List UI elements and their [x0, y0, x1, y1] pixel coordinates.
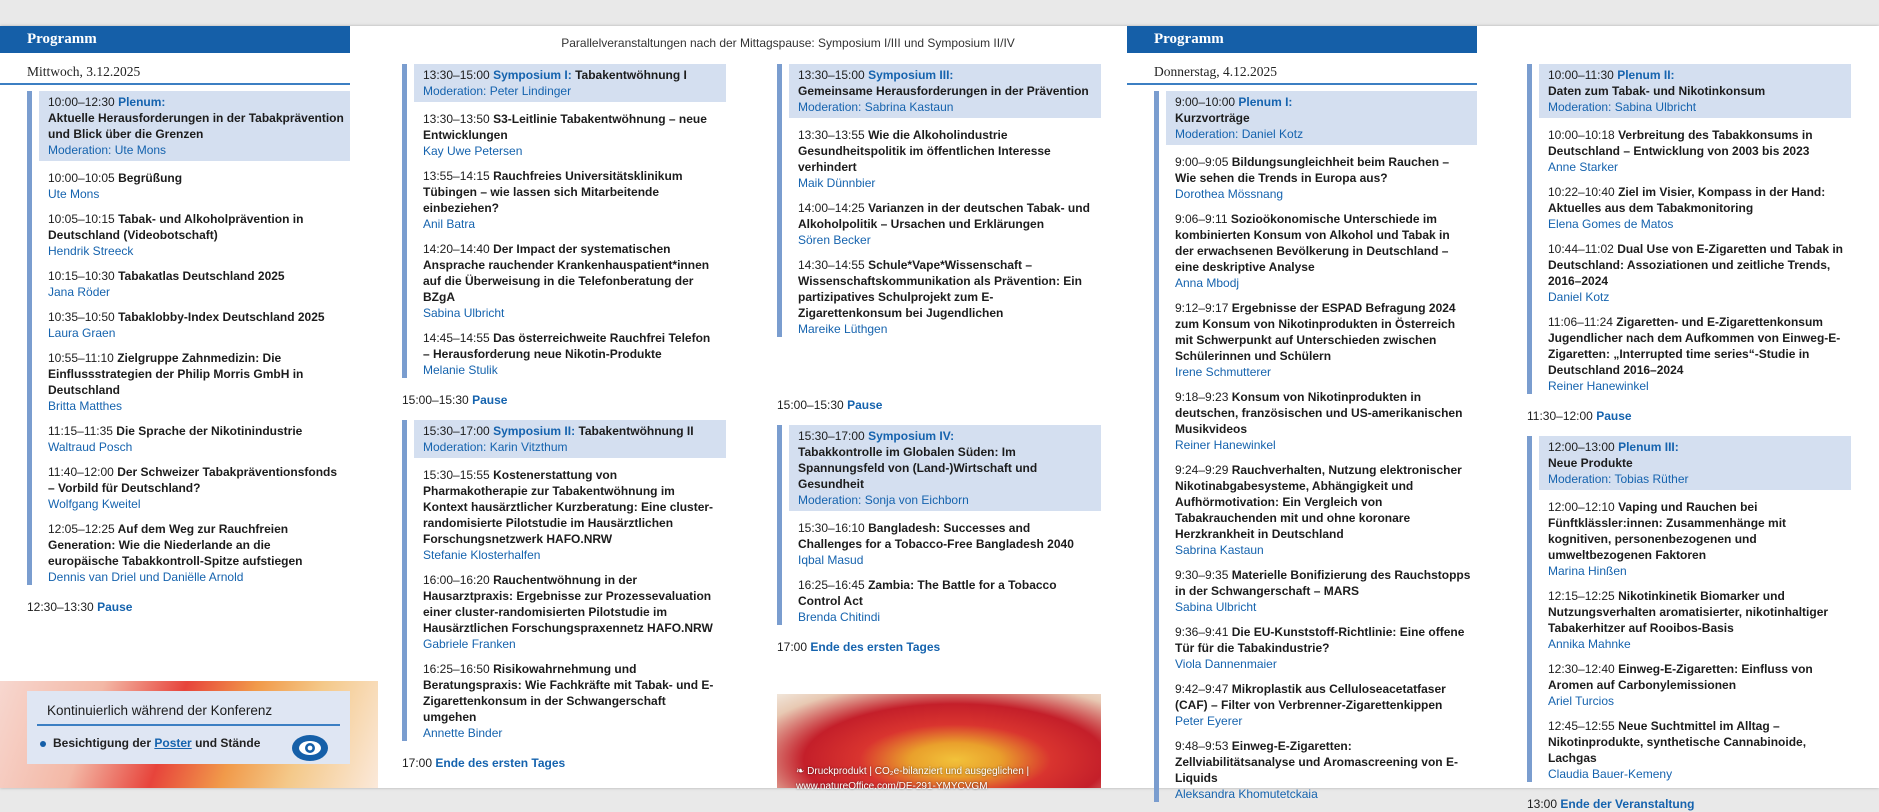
speaker: Annette Binder [423, 726, 503, 740]
speaker: Anne Starker [1548, 160, 1619, 174]
sym-column-1 [402, 64, 726, 771]
talk-item: 12:00–12:10 Vaping und Rauchen bei Fünftklässler:innen: Zusammenhänge mit kognitiven, personenbezogenen und umweltbezogenen Faktoren Marina Hinßen [1539, 490, 1851, 579]
speaker: Sabrina Kastaun [1175, 543, 1264, 557]
talk-item: 9:18–9:23 Konsum von Nikotinprodukten in deutschen, französischen und US-amerikanischen Musikvideos Reiner Hanewinkel [1166, 380, 1477, 453]
speaker: Elena Gomes de Matos [1548, 217, 1674, 231]
talk-item: 9:24–9:29 Rauchverhalten, Nutzung elektronischer Nikotinabgabesysteme, Abhängigkeit und Aufhörmotivation: Ein Vergleich von Tabakrauchenden mit und ohne koronare Herzkrankheit in Deutschland Sabrina Kastaun [1166, 453, 1477, 558]
speaker: Aleksandra Khomutetckaia [1175, 787, 1318, 801]
plenum-header: 10:00–12:30 Plenum: Aktuelle Herausforderungen in der Tabakprävention und Blick über die Grenzen Moderation: Ute Mons [39, 91, 350, 161]
symposium-header: 13:30–15:00 Symposium I: Tabakentwöhnung I Moderation: Peter Lindinger [414, 64, 726, 102]
speaker: Marina Hinßen [1548, 564, 1627, 578]
plenum-header: 12:00–13:00 Plenum III: Neue Produkte Moderation: Tobias Rüther [1539, 436, 1851, 490]
talk-item: 12:30–12:40 Einweg-E-Zigaretten: Einfluss von Aromen auf Carbonylemissionen Ariel Turcios [1539, 652, 1851, 709]
talk-item: 9:30–9:35 Materielle Bonifizierung des Rauchstopps in der Schwangerschaft – MARS Sabina Ulbricht [1175, 568, 1471, 614]
speaker: Sabina Ulbricht [423, 306, 505, 320]
talk-item: 10:55–11:10 Zielgruppe Zahnmedizin: Die Einflussstrategien der Philip Morris GmbH in Deutschland Britta Matthes [39, 341, 350, 414]
speaker: Reiner Hanewinkel [1548, 379, 1649, 393]
speaker: Viola Dannenmaier [1175, 657, 1277, 671]
talk-item: 10:05–10:15 Tabak- und Alkoholprävention in Deutschland (Videobotschaft) Hendrik Streeck [39, 202, 350, 259]
print-footnote: ❧ Druckprodukt | CO₂e-bilanziert und ausgeglichen | www.natureOffice.com/DE-291-YMYCVGM [796, 766, 1030, 792]
speaker: Gabriele Franken [423, 637, 516, 651]
talk-item: 14:30–14:55 Schule*Vape*Wissenschaft – Wissenschaftskommunikation als Prävention: Ein partizipatives Schulprojekt zum E-Zigarettenkonsum bei Jugendlichen Mareike Lüthgen [789, 248, 1101, 337]
speaker: Reiner Hanewinkel [1175, 438, 1276, 452]
talk-item: 13:30–13:50 S3-Leitlinie Tabakentwöhnung – neue Entwicklungen Kay Uwe Petersen [414, 102, 726, 159]
pause-row: 11:30–12:00 Pause [1527, 409, 1632, 423]
speaker: Stefanie Klosterhalfen [423, 548, 541, 562]
talk-item: 12:05–12:25 Auf dem Weg zur Rauchfreien Generation: Wie die Niederlande an die europäische Tabakkontroll-Spitze aufstiegen Dennis van Driel und Daniëlle Arnold [39, 512, 350, 585]
day1-plenum [27, 91, 350, 585]
symposium-header: 13:30–15:00 Symposium III: Gemeinsame Herausforderungen in der Prävention Moderation: Sabrina Kastaun [789, 64, 1101, 118]
speaker: Peter Eyerer [1175, 714, 1243, 728]
speaker: Jana Röder [48, 285, 111, 299]
day2-plenum [1154, 91, 1477, 802]
eye-icon [292, 735, 328, 761]
talk-item: 12:15–12:25 Nikotinkinetik Biomarker und Nutzungsverhalten aromatisierter, nikotinhaltiger Tabakerhitzer auf Rooibos-Basis Annika Mahnke [1539, 579, 1851, 652]
talk-item: 9:36–9:41 Die EU-Kunststoff-Richtlinie: Eine offene Tür für die Tabakindustrie? Viola Dannenmaier [1166, 615, 1477, 672]
leaf-icon: ❧ [796, 766, 805, 777]
speaker: Sören Becker [798, 233, 871, 247]
symposium-4 [777, 425, 1101, 625]
talk-item: 14:20–14:40 Der Impact der systematischen Ansprache rauchender Krankenhauspatient*innen auf die Überweisung in die Telefonberatung der BZgA Sabina Ulbricht [414, 232, 726, 321]
speaker: Ute Mons [48, 187, 100, 201]
day1-header: Programm [0, 26, 350, 53]
talk-item: 10:44–11:02 Dual Use von E-Zigaretten und Tabak in Deutschland: Assoziationen und zeitliche Trends, 2016–2024 Daniel Kotz [1548, 242, 1843, 304]
speaker: Britta Matthes [48, 399, 123, 413]
pause-row: 15:00–15:30 Pause [402, 393, 508, 407]
talk-item: 16:25–16:45 Zambia: The Battle for a Tobacco Control Act Brenda Chitindi [789, 568, 1101, 625]
symposium-header: 15:30–17:00 Symposium II: Tabakentwöhnung II Moderation: Karin Vitzthum [414, 420, 726, 458]
speaker: Kay Uwe Petersen [423, 144, 523, 158]
talk-item: 10:35–10:50 Tabaklobby-Index Deutschland 2025 Laura Graen [39, 300, 350, 341]
talk-item: 11:15–11:35 Die Sprache der Nikotinindustrie Waltraud Posch [39, 414, 350, 455]
talk-item: 11:06–11:24 Zigaretten- und E-Zigarettenkonsum Jugendlicher nach dem Aufkommen von Einweg-E-Zigaretten: „Interrupted time series“-Studie in Deutschland 2016–2024 Reiner Hanewinkel [1539, 305, 1851, 394]
speaker: Claudia Bauer-Kemeny [1548, 767, 1673, 781]
speaker: Brenda Chitindi [798, 610, 881, 624]
pause-row: 12:30–13:30 Pause [27, 600, 133, 614]
talk-item: 10:00–10:05 Begrüßung Ute Mons [39, 161, 350, 202]
speaker: Anil Batra [423, 217, 476, 231]
moderation: Moderation: Peter Lindinger [423, 84, 572, 98]
symposium-header: 15:30–17:00 Symposium IV: Tabakkontrolle im Globalen Süden: Im Spannungsfeld von (Land-)Wirtschaft und Gesundheit Moderation: Sonja von Eichborn [789, 425, 1101, 511]
moderation: Moderation: Ute Mons [48, 143, 167, 157]
talk-item: 9:06–9:11 Sozioökonomische Unterschiede im kombinierten Konsum von Alkohol und Tabak in der erwachsenen Bevölkerung in Deutschland – eine deskriptive Analyse Anna Mbodj [1166, 202, 1477, 291]
talk-item: 10:15–10:30 Tabakatlas Deutschland 2025 Jana Röder [39, 259, 350, 300]
speaker: Dennis van Driel und Daniëlle Arnold [48, 570, 244, 584]
day1-column [0, 26, 350, 615]
talk-item: 13:30–13:55 Wie die Alkoholindustrie Gesundheitspolitik im öffentlichen Interesse verhindert Maik Dünnbier [789, 118, 1101, 191]
symposium-3 [777, 64, 1101, 337]
day2-column [1127, 26, 1477, 802]
talk-item: 14:00–14:25 Varianzen in der deutschen Tabak- und Alkoholpolitik – Ursachen und Erklärungen Sören Becker [789, 191, 1101, 248]
talk-item: 13:55–14:15 Rauchfreies Universitätsklinikum Tübingen – wie lassen sich Mitarbeitende einbeziehen? Anil Batra [414, 159, 726, 232]
speaker: Hendrik Streeck [48, 244, 134, 258]
moderation: Moderation: Karin Vitzthum [423, 440, 568, 454]
speaker: Iqbal Masud [798, 553, 864, 567]
speaker: Sabina Ulbricht [1175, 600, 1257, 614]
speaker: Anna Mbodj [1175, 276, 1240, 290]
day2-header: Programm [1127, 26, 1477, 53]
moderation: Moderation: Tobias Rüther [1548, 472, 1689, 486]
moderation: Moderation: Sabrina Kastaun [798, 100, 954, 114]
plenum-3 [1527, 436, 1851, 782]
sym-column-2 [777, 64, 1101, 655]
talk-item: 10:00–10:18 Verbreitung des Tabakkonsums in Deutschland – Entwicklung von 2003 bis 2023 Anne Starker [1539, 118, 1851, 175]
plenum-title: Aktuelle Herausforderungen in der Tabakprävention und Blick über die Grenzen [48, 111, 344, 141]
speaker: Irene Schmutterer [1175, 365, 1272, 379]
moderation: Moderation: Sabina Ulbricht [1548, 100, 1697, 114]
speaker: Mareike Lüthgen [798, 322, 888, 336]
speaker: Annika Mahnke [1548, 637, 1631, 651]
talk-item: 9:48–9:53 Einweg-E-Zigaretten: Zellviabilitätsanalyse und Aromascreening von E-Liquids Aleksandra Khomutetckaia [1166, 729, 1477, 802]
speaker: Maik Dünnbier [798, 176, 876, 190]
moderation: Moderation: Sonja von Eichborn [798, 493, 969, 507]
symposium-2 [402, 420, 726, 741]
plenum-column [1527, 64, 1851, 812]
speaker: Wolfgang Kweitel [48, 497, 141, 511]
plenum-2 [1527, 64, 1851, 394]
poster-link[interactable]: Poster [154, 736, 192, 750]
talk-item: 10:22–10:40 Ziel im Visier, Kompass in der Hand: Aktuelles aus dem Tabakmonitoring Elena Gomes de Matos [1539, 175, 1851, 232]
talk-item: 11:40–12:00 Der Schweizer Tabakpräventionsfonds – Vorbild für Deutschland? Wolfgang Kweitel [39, 455, 350, 512]
end-row: 17:00 Ende des ersten Tages [777, 640, 941, 654]
end-row: 13:00 Ende der Veranstaltung [1527, 797, 1695, 811]
speaker: Daniel Kotz [1548, 290, 1610, 304]
parallel-heading: Parallelveranstaltungen nach der Mittagspause: Symposium I/III und Symposium II/IV [561, 36, 1015, 50]
talk-item: 14:45–14:55 Das österreichweite Rauchfrei Telefon – Herausforderung neue Nikotin-Produkte Melanie Stulik [414, 321, 726, 378]
speaker: Ariel Turcios [1548, 694, 1615, 708]
speaker: Waltraud Posch [48, 440, 133, 454]
program-sheet [0, 26, 1879, 811]
end-row: 17:00 Ende des ersten Tages [402, 756, 566, 770]
speaker: Dorothea Mössnang [1175, 187, 1284, 201]
talk-item: 16:00–16:20 Rauchentwöhnung in der Hausarztpraxis: Ergebnisse zur Prozessevaluation einer cluster-randomisierten Pilotstudie im Hausärztlichen Forschungspraxennetz HAFO.NRW Gabriele Franken [414, 563, 726, 652]
moderation: Moderation: Daniel Kotz [1175, 127, 1304, 141]
talk-item: 16:25–16:50 Risikowahrnehmung und Beratungspraxis: Wie Fachkräfte mit Tabak- und E-Zigarettenkonsum in der Schwangerschaft umgehen Annette Binder [414, 652, 726, 741]
talk-item: 15:30–16:10 Bangladesh: Successes and Challenges for a Tobacco-Free Bangladesh 2040 Iqbal Masud [789, 511, 1101, 568]
speaker: Melanie Stulik [423, 363, 498, 377]
day1-date: Mittwoch, 3.12.2025 [0, 53, 350, 85]
talk-item: 9:12–9:17 Ergebnisse der ESPAD Befragung 2024 zum Konsum von Nikotinprodukten in Österreich mit Schwerpunkt auf Unterschieden zwischen Schülerinnen und Schülern Irene Schmutterer [1166, 291, 1477, 380]
pause-row: 15:00–15:30 Pause [777, 398, 883, 412]
plenum-header: 9:00–10:00 Plenum I: Kurzvorträge Moderation: Daniel Kotz [1166, 91, 1477, 145]
plenum-header: 10:00–11:30 Plenum II: Daten zum Tabak- und Nikotinkonsum Moderation: Sabina Ulbricht [1539, 64, 1851, 118]
poster-line: Besichtigung der Poster und Stände [27, 726, 350, 750]
symposium-1 [402, 64, 726, 378]
talk-item: 15:30–15:55 Kostenerstattung von Pharmakotherapie zur Tabakentwöhnung im Kontext hausärztlicher Kurzberatung: Eine cluster-randomisierte Pilotstudie im Hausärztlichen Forschungsnetzwerk HAFO.NRW Stefanie Klosterhalfen [414, 458, 726, 563]
speaker: Laura Graen [48, 326, 116, 340]
konferenz-title: Kontinuierlich während der Konferenz [37, 691, 340, 726]
talk-item: 9:00–9:05 Bildungsungleichheit beim Rauchen – Wie sehen die Trends in Europa aus? Dorothea Mössnang [1166, 145, 1477, 202]
talk-item: 9:42–9:47 Mikroplastik aus Celluloseacetatfaser (CAF) – Filter von Verbrenner-Zigarettenkippen Peter Eyerer [1166, 672, 1477, 729]
talk-item: 12:45–12:55 Neue Suchtmittel im Alltag – Nikotinprodukte, synthetische Cannabinoide, Lachgas Claudia Bauer-Kemeny [1539, 709, 1851, 782]
day2-date: Donnerstag, 4.12.2025 [1127, 53, 1477, 85]
konferenz-box [27, 691, 350, 764]
